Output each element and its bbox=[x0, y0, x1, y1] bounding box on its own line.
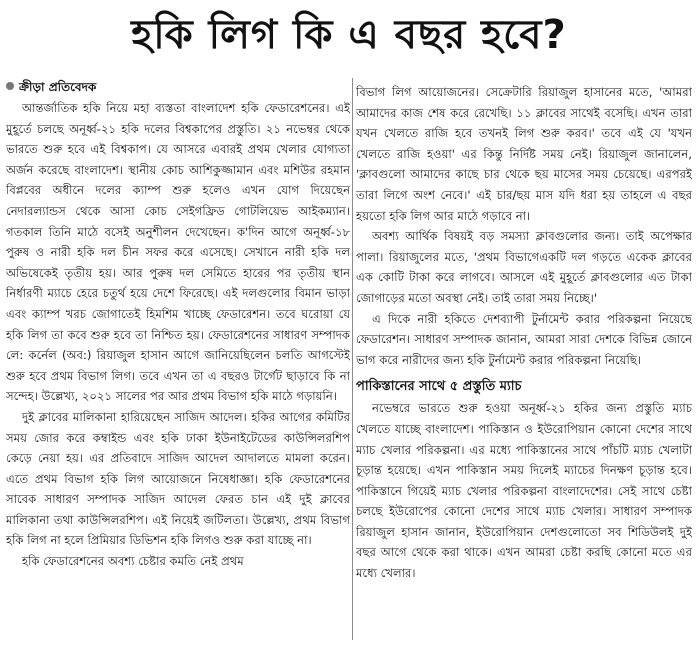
paragraph: এ দিকে নারী হকিতে দেশব্যাপী টুর্নামেন্ট করার পরিকল্পনা নিয়েছে ফেডারেশন। সাধারণ সম্পাদক জানান, আমরা সারা দেশকে বিভিন্ন জোনে ভাগ করে নারীদের জন্য হকি টুর্নামেন্ট করার পরিকল্পনা নিয়েছি। bbox=[356, 311, 692, 367]
paragraph: অবশ্য আর্থিক বিষয়ই বড় সমস্যা ক্লাবগুলোর জন্য। তাই অপেক্ষার পালা। রিয়াজুলের মতে, 'প্রথম বিভাগেএকটি দল গড়তে একেক ক্লাবের এক কোটি টাকা করে লাগবে। আসলে এই মুহূর্তে ক্লাবগুলোর এত টাকা জোগাড়ের মতো অবস্থা নেই। তাই তারা সময় নিচ্ছে।' bbox=[356, 229, 692, 305]
paragraph-continued: বিভাগ লিগ আয়োজনের। সেক্রেটারি রিয়াজুল হাসানের মতে, 'আমরা আমাদের কাজ শেষ করে রেখেছি। ১১ ক্লাবের সাথেই বসেছি। এখন তারা যখন খেলতে রাজি হবে তখনই লিগ শুরু করব।' তবে এই যে 'যখন খেলতে রাজি হওয়া' এর কিন্তু নির্দিষ্ট সময় নেই। রিয়াজুল জানালেন, 'ক্লাবগুলো আমাদের কাছে চার থেকে ছয় মাসের সময় চেয়েছে। এরপরই তারা লিগে অংশ নেবে।' এই চার/ছয় মাস যদি ধরা হয় তাহলে এ বছর হয়তো হকি লিগ আর মাঠে গড়াবে না। bbox=[356, 85, 692, 223]
paragraph: হকি ফেডারেশনের অবশ্য চেষ্টার কমতি নেই প্রথম bbox=[22, 554, 244, 569]
bullet-icon bbox=[6, 82, 14, 90]
byline bbox=[6, 76, 350, 98]
paragraph: দুই ক্লাবের মালিকানা হারিয়েছেন সাজিদ আদেল। হকির আগের কমিটির সময় জোর করে কম্বাইন্ড এবং হকি ঢাকা ইউনাইটেডের কাউন্সিলরশিপ কেড়ে নেয়া হয়। এর প্রতিবাদে সাজিদ আদেল আদালতে মামলা করেন। এতে প্রথম বিভাগ হকি লিগ আয়োজনে নিষেধাজ্ঞা। হকি ফেডারেশনের সাবেক সাধারণ সম্পাদক সাজিদ আদেল ফেরত চান এই দুই ক্লাবের মালিকানা তথা কাউন্সিলরশিপ। এই নিয়েই জটিলতা। উল্লেখ্য, প্রথম বিভাগ হকি লিগ না হলে প্রিমিয়ার ডিভিশন হকি লিগও শুরু করা যাচ্ছে না। bbox=[6, 409, 350, 548]
paragraph: আন্তর্জাতিক হকি নিয়ে মহা ব্যস্ততা বাংলাদেশ হকি ফেডারেশনের। এই মুহূর্তে চলছে অনূর্ধ্ব-২১ হকি দলের বিশ্বকাপের প্রস্তুতি। ২১ নভেম্বর থেকে ভারতে শুরু হবে এই বিশ্বকাপ। যে আসরে এবারই প্রথম খেলার যোগ্যতা অর্জন করেছে বাংলাদেশ। স্থানীয় কোচ আশিকুজ্জামান এবং মশিউর রহমান বিপ্লবের অধীনে দলের ক্যাম্প শুরু হলেও এখন যোগ দিয়েছেন নেদারল্যান্ডস থেকে আসা কোচ সেইগফ্রিড গোটলিয়েভ আইকম্যান। গতকাল তিনি মাঠে বসেই অনুশীলন দেখেছেন। ক'দিন আগে অনূর্ধ্ব-১৮ পুরুষ ও নারী হকি দল চীন সফর করে এসেছে। সেখানে নারী হকি দল অভিষেকেই তৃতীয় হয়। আর পুরুষ দল সেমিতে হারের পর তৃতীয় স্থান নির্ধারণী ম্যাচে হেরে চতুর্থ হয়ে দেশে ফিরেছে। এই দলগুলোর বিমান ভাড়া এবং ক্যাম্প খরচ জোগাতেই হিমশিম খাচ্ছে ফেডারেশন। তবে ঘরোয়া যে হকি লিগ তা কবে শুরু হবে তা নিশ্চিত হয়। ফেডারেশনের সাধারণ সম্পাদক লে: কর্নেল (অব:) রিয়াজুল হাসান আগে জানিয়েছিলেন চলতি আগস্টেই শুরু হবে প্রথম বিভাগ লিগ। তবে এখন তা এ বছরও টার্গেট ছাড়াবে কি না সন্দেহ। উল্লেখ্য, ২০২১ সালের পর আর প্রথম বিভাগ হকি মাঠে গড়ায়নি। bbox=[6, 101, 350, 404]
byline-text: ক্রীড়া প্রতিবেদক bbox=[19, 80, 97, 94]
headline: হকি লিগ কি এ বছর হবে? bbox=[131, 12, 567, 58]
article-column-left bbox=[6, 76, 350, 642]
subheading: পাকিস্তানের সাথে ৫ প্রস্তুতি ম্যাচ bbox=[356, 379, 522, 395]
article-column-right bbox=[356, 82, 692, 642]
column-divider bbox=[352, 78, 353, 640]
paragraph: নভেম্বরে ভারতে শুরু হওয়া অনূর্ধ্ব-২১ হকির জন্য প্রস্তুতি ম্যাচ খেলতে যাচ্ছে বাংলাদেশ। পাকিস্তান ও ইউরোপিয়ান কোনো দেশের সাথে ম্যাচ খেলার পরিকল্পনা। এর মধ্যে পাকিস্তানের সাথে পাঁচটি ম্যাচ খেলাটা চূড়ান্ত হয়েছে। এখন পাকিস্তান সময় দিলেই ম্যাচের দিনক্ষণ চূড়ান্ত হবে। পাকিস্তানে গিয়েই ম্যাচ খেলার পরিকল্পনা বাংলাদেশের। সেই সাথে চেষ্টা চলছে ইউরোপের কোনো দেশের সাথে ম্যাচ খেলার। সাধারণ সম্পাদক রিয়াজুল হাসান জানান, ইউরোপিয়ান দেশগুলোতো সব শিডিউলই দুই বছর আগে থেকে করা থাকে। এখন আমরা চেষ্টা করছি কোনো মতে এর মধ্যে খেলার। bbox=[356, 401, 692, 581]
